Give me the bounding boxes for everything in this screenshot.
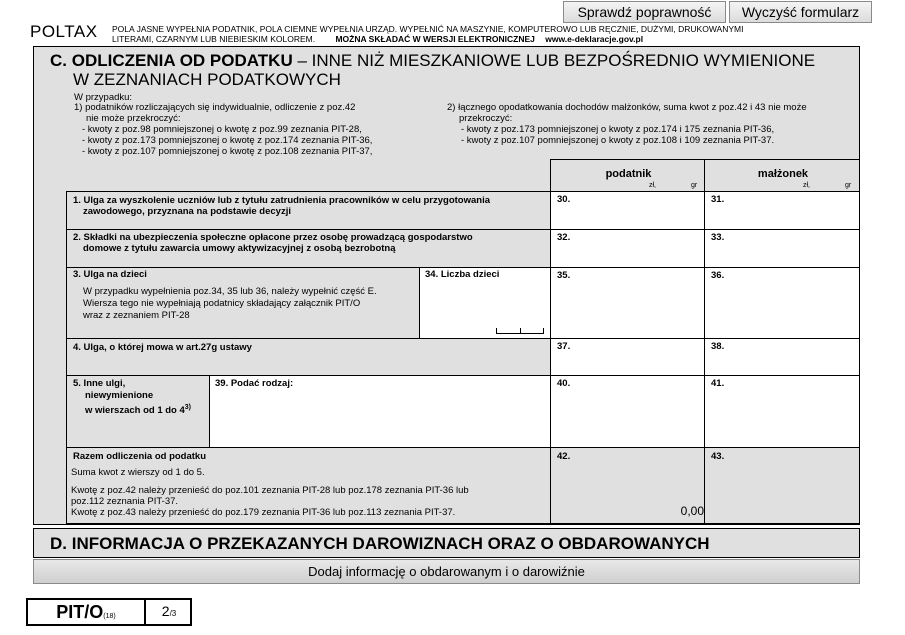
field-34-label: 34. Liczba dzieci — [425, 269, 500, 280]
unit-gr: gr — [691, 182, 698, 189]
unit-zl: zł, — [803, 182, 810, 189]
row3-label: 3. Ulga na dzieci — [73, 269, 147, 280]
field-41-number: 41. — [711, 378, 725, 389]
field-43-total-spouse — [704, 447, 860, 524]
header-note-url: www.e-deklaracje.gov.pl — [545, 34, 644, 44]
field-36[interactable] — [704, 267, 860, 339]
page-total: /3 — [169, 609, 177, 618]
total-desc4: Kwotę z poz.43 należy przenieść do poz.179 zeznania PIT-36 lub poz.113 zeznania PIT-37. — [71, 507, 456, 518]
row3-label-cell — [66, 267, 420, 339]
field-33-number: 33. — [711, 232, 725, 243]
form-code: PIT/O — [56, 602, 104, 622]
field-37[interactable] — [550, 338, 705, 376]
column-taxpayer-label: podatnik — [605, 168, 652, 180]
header-note-line1: POLA JASNE WYPEŁNIA PODATNIK, POLA CIEMNE WYPEŁNIA URZĄD. WYPEŁNIĆ NA MASZYNIE, KOMPUTEROWO LUB RĘCZNIE, DUŻYMI, DRUKOWANYMI — [112, 24, 744, 34]
intro-right — [447, 102, 857, 146]
poltax-logo: POLTAX — [30, 22, 98, 41]
field-35-number: 35. — [557, 270, 571, 281]
field-42-total-taxpayer — [550, 447, 705, 524]
children-count-comb — [496, 328, 544, 334]
field-33[interactable] — [704, 229, 860, 268]
unit-zl: zł, — [649, 182, 656, 189]
row2-label: 2. Składki na ubezpieczenia społeczne opłacone przez osobę prowadzącą gospodarstwo — [73, 232, 473, 243]
field-34-children-count[interactable] — [419, 267, 551, 339]
row2-label-cell — [66, 229, 551, 268]
row5-label1: 5. Inne ulgi, — [73, 378, 126, 389]
section-c-title — [50, 51, 850, 89]
field-40-number: 40. — [557, 378, 571, 389]
intro-left-4: - kwoty z poz.173 pomniejszonej o kwotę z poz.174 zeznania PIT-36, — [82, 135, 373, 146]
field-31-number: 31. — [711, 194, 725, 205]
clear-form-button[interactable]: Wyczyść formularz — [729, 1, 872, 23]
row3-desc3: wraz z zeznaniem PIT-28 — [83, 310, 190, 321]
section-c-title-line2: W ZEZNANIACH PODATKOWYCH — [73, 70, 341, 89]
unit-gr: gr — [845, 182, 852, 189]
field-31[interactable] — [704, 191, 860, 230]
intro-right-4: - kwoty z poz.107 pomniejszonej o kwoty z poz.108 i 109 zeznania PIT-37. — [461, 135, 775, 146]
section-c-title-bold: C. ODLICZENIA OD PODATKU — [50, 51, 293, 70]
header-note — [112, 24, 812, 44]
row3-desc2: Wiersza tego nie wypełniają podatnicy składający załącznik PIT/O — [83, 298, 361, 309]
row3-desc1: W przypadku wypełnienia poz.34, 35 lub 36, należy wypełnić część E. — [83, 286, 377, 297]
header-note-electronic: MOŻNA SKŁADAĆ W WERSJI ELEKTRONICZNEJ — [335, 34, 535, 44]
section-d-title: D. INFORMACJA O PRZEKAZANYCH DAROWIZNACH ORAZ O OBDAROWANYCH — [33, 528, 860, 558]
total-desc2: Kwotę z poz.42 należy przenieść do poz.101 zeznania PIT-28 lub poz.178 zeznania PIT-36 lub — [71, 485, 469, 496]
form-version: (18) — [103, 613, 116, 620]
field-43-number: 43. — [711, 451, 725, 462]
field-30[interactable] — [550, 191, 705, 230]
field-32[interactable] — [550, 229, 705, 268]
total-label: Razem odliczenia od podatku — [73, 451, 207, 462]
intro-right-1: 2) łącznego opodatkowania dochodów małżonków, suma kwot z poz.42 i 43 nie może — [447, 102, 807, 113]
field-36-number: 36. — [711, 270, 725, 281]
row1-label: 1. Ulga za wyszkolenie uczniów lub z tytułu zatrudnienia pracowników w celu przygotowania — [73, 195, 491, 206]
field-42-value: 0,00 — [680, 504, 704, 518]
check-button[interactable]: Sprawdź poprawność — [563, 1, 726, 23]
row1-label-cell — [66, 191, 551, 230]
field-37-number: 37. — [557, 341, 571, 352]
field-30-number: 30. — [557, 194, 571, 205]
intro-left-1: 1) podatników rozliczających się indywidualnie, odliczenie z poz.42 — [74, 102, 356, 113]
row5-footnote-ref: 3) — [184, 404, 192, 411]
column-header-spouse — [704, 159, 860, 192]
intro-left-2: nie może przekroczyć: — [86, 113, 181, 124]
field-38-number: 38. — [711, 341, 725, 352]
row5-label2: niewymienione — [85, 390, 154, 401]
section-c-title-rest: – INNE NIŻ MIESZKANIOWE LUB BEZPOŚREDNIO WYMIENIONE — [292, 51, 816, 70]
row1-label2: zawodowego, przyznana na podstawie decyzji — [83, 206, 291, 217]
intro-left — [74, 102, 444, 157]
header-note-line2 — [112, 34, 812, 44]
field-38[interactable] — [704, 338, 860, 376]
field-42-number: 42. — [557, 451, 571, 462]
total-desc1: Suma kwot z wierszy od 1 do 5. — [71, 467, 205, 478]
header-note-colors: LITERAMI, CZARNYM LUB NIEBIESKIM KOLOREM. — [112, 34, 316, 44]
field-39-relief-kind[interactable] — [209, 375, 551, 448]
field-32-number: 32. — [557, 232, 571, 243]
row4-label-cell — [66, 338, 551, 376]
total-desc3: poz.112 zeznania PIT-37. — [71, 496, 179, 507]
field-41[interactable] — [704, 375, 860, 448]
row5-label-cell — [66, 375, 210, 448]
total-label-cell — [66, 447, 551, 524]
row4-label: 4. Ulga, o której mowa w art.27g ustawy — [73, 342, 252, 353]
intro-text: W przypadku: — [74, 92, 133, 103]
row2-label2: domowe z tytułu zawarcia umowy aktywizacyjnej z osobą bezrobotną — [83, 243, 396, 254]
add-donation-button[interactable]: Dodaj informację o obdarowanym i o darowiźnie — [33, 559, 860, 584]
page-number: 2 — [161, 603, 170, 619]
field-35[interactable] — [550, 267, 705, 339]
column-spouse-label: małżonek — [757, 168, 809, 180]
intro-left-5: - kwoty z poz.107 pomniejszonej o kwotę z poz.108 zeznania PIT-37, — [82, 146, 373, 157]
intro-left-3: - kwoty z poz.98 pomniejszonej o kwotę z poz.99 zeznania PIT-28, — [82, 124, 362, 135]
intro-right-3: - kwoty z poz.173 pomniejszonej o kwoty z poz.174 i 175 zeznania PIT-36, — [461, 124, 775, 135]
column-header-taxpayer — [550, 159, 705, 192]
row5-label3: w wierszach od 1 do 4 — [85, 405, 185, 417]
intro-right-2: przekroczyć: — [459, 113, 513, 124]
field-39-label: 39. Podać rodzaj: — [215, 378, 294, 389]
field-40[interactable] — [550, 375, 705, 448]
form-footer — [26, 598, 192, 626]
